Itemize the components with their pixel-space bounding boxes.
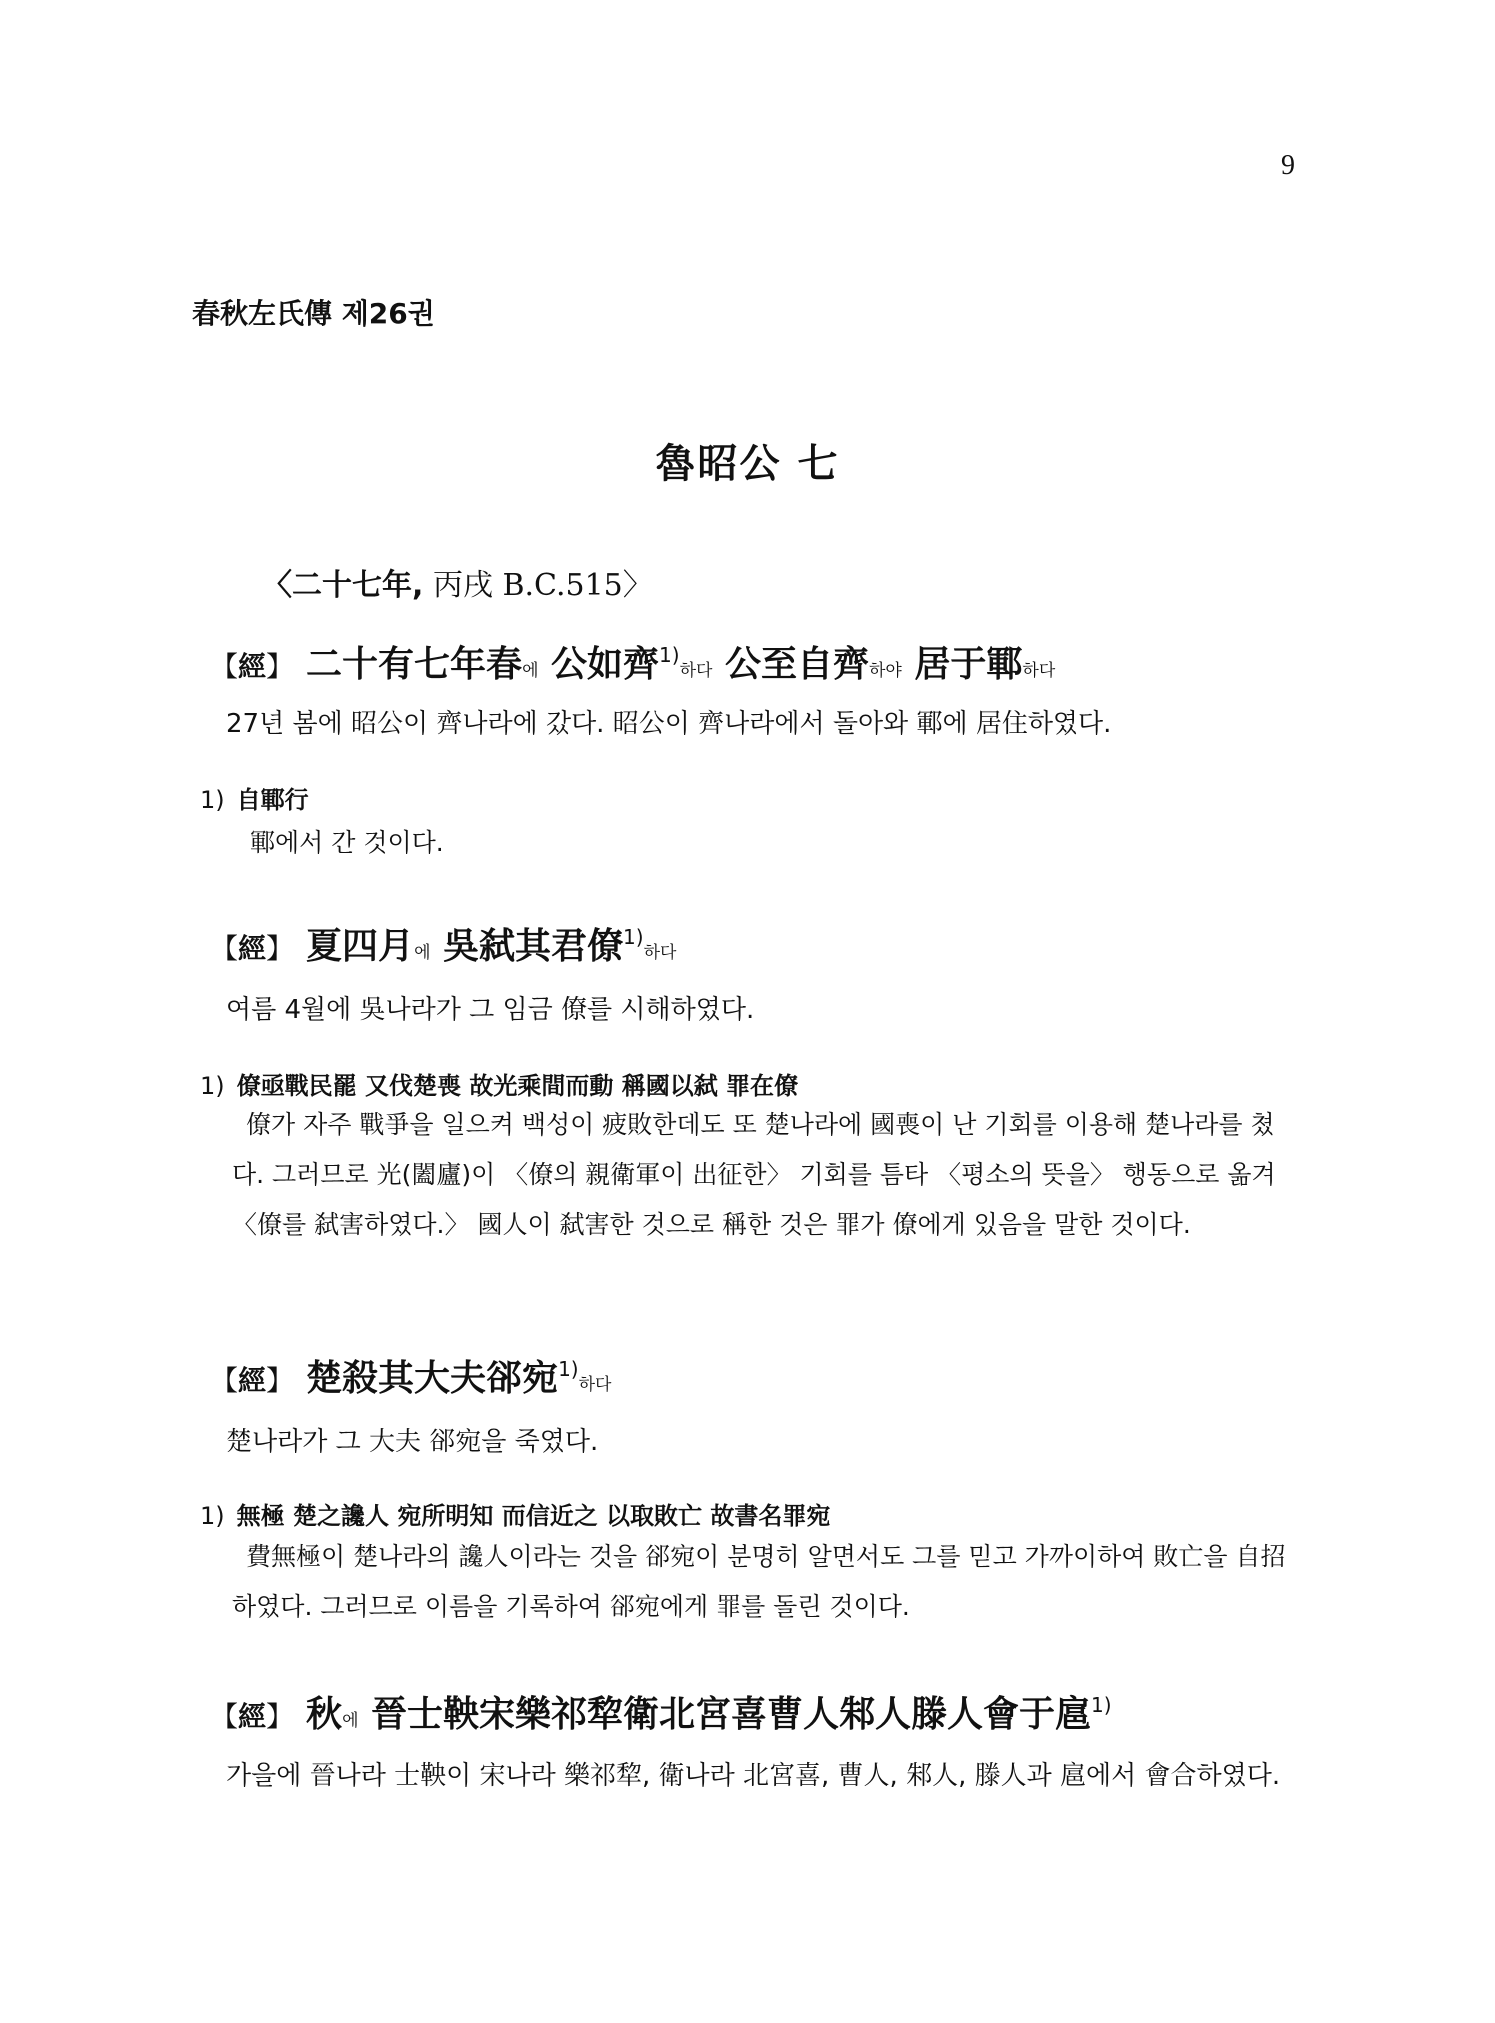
note-2-original: 1) 僚亟戰民罷 又伐楚喪 故光乘間而動 稱國以弑 罪在僚 <box>200 1072 799 1100</box>
note-3-translation: 費無極이 楚나라의 讒人이라는 것을 郤宛이 분명히 알면서도 그를 믿고 가까이하여 敗亡을 自招하였다. 그러므로 이름을 기록하여 郤宛에게 罪를 돌린 것이다. <box>232 1542 1286 1621</box>
note-3-original: 1) 無極 楚之讒人 宛所明知 而信近之 以取敗亡 故書名罪宛 <box>200 1502 831 1530</box>
translation-1: 27년 봄에 昭公이 齊나라에 갔다. 昭公이 齊나라에서 돌아와 鄆에 居住하였다. <box>226 709 1112 739</box>
classic-text-1 <box>210 636 1055 687</box>
classic-body: 夏四月에 吳弑其君僚$^{1)}$하다 <box>306 925 677 967</box>
classic-tag: 【經】 <box>210 650 295 683</box>
year-heading <box>262 560 653 604</box>
classic-tag: 【經】 <box>210 932 295 965</box>
classic-text-4 <box>210 1686 1112 1737</box>
classic-body: 二十有七年春에 公如齊$^{1)}$하다 公至自齊하야 居于鄆하다 <box>306 643 1056 685</box>
note-2-translation: 僚가 자주 戰爭을 일으켜 백성이 疲敗한데도 또 楚나라에 國喪이 난 기회를 이용해 楚나라를 쳤다. 그러므로 光(闔廬)이 〈僚의 親衛軍이 出征한〉 기회를 틈타 〈평소의 뜻을〉 행동으로 옮겨 〈僚를 弑害하였다.〉 國人이 弑害한 것으로 稱한 것은 罪가 僚에게 있음을 말한 것이다. <box>232 1110 1276 1239</box>
classic-tag: 【經】 <box>210 1364 295 1397</box>
classic-text-2 <box>210 918 676 969</box>
note-1-original: 1) 自鄆行 <box>200 786 309 814</box>
year-heading-rest: 丙戌 B.C.515〉 <box>423 568 653 603</box>
translation-4: 가을에 晉나라 士鞅이 宋나라 樂祁犂, 衛나라 北宮喜, 曹人, 邾人, 滕人과 扈에서 會合하였다. <box>226 1761 1281 1791</box>
chapter-title: 魯昭公 七 <box>655 441 840 487</box>
classic-body: 秋에 晉士鞅宋樂祁犂衛北宮喜曹人邾人滕人會于扈$^{1)}$ <box>306 1693 1112 1735</box>
note-1-translation: 鄆에서 간 것이다. <box>250 828 444 857</box>
page-number: 9 <box>1281 150 1295 181</box>
year-heading-bold: 〈二十七年, <box>262 568 424 603</box>
translation-2: 여름 4월에 吳나라가 그 임금 僚를 시해하였다. <box>226 995 755 1025</box>
classic-text-3 <box>210 1350 611 1401</box>
translation-3: 楚나라가 그 大夫 郤宛을 죽였다. <box>226 1427 599 1457</box>
book-title: 春秋左氏傳 제26권 <box>192 297 435 330</box>
classic-body: 楚殺其大夫郤宛$^{1)}$하다 <box>306 1357 612 1399</box>
classic-tag: 【經】 <box>210 1700 295 1733</box>
